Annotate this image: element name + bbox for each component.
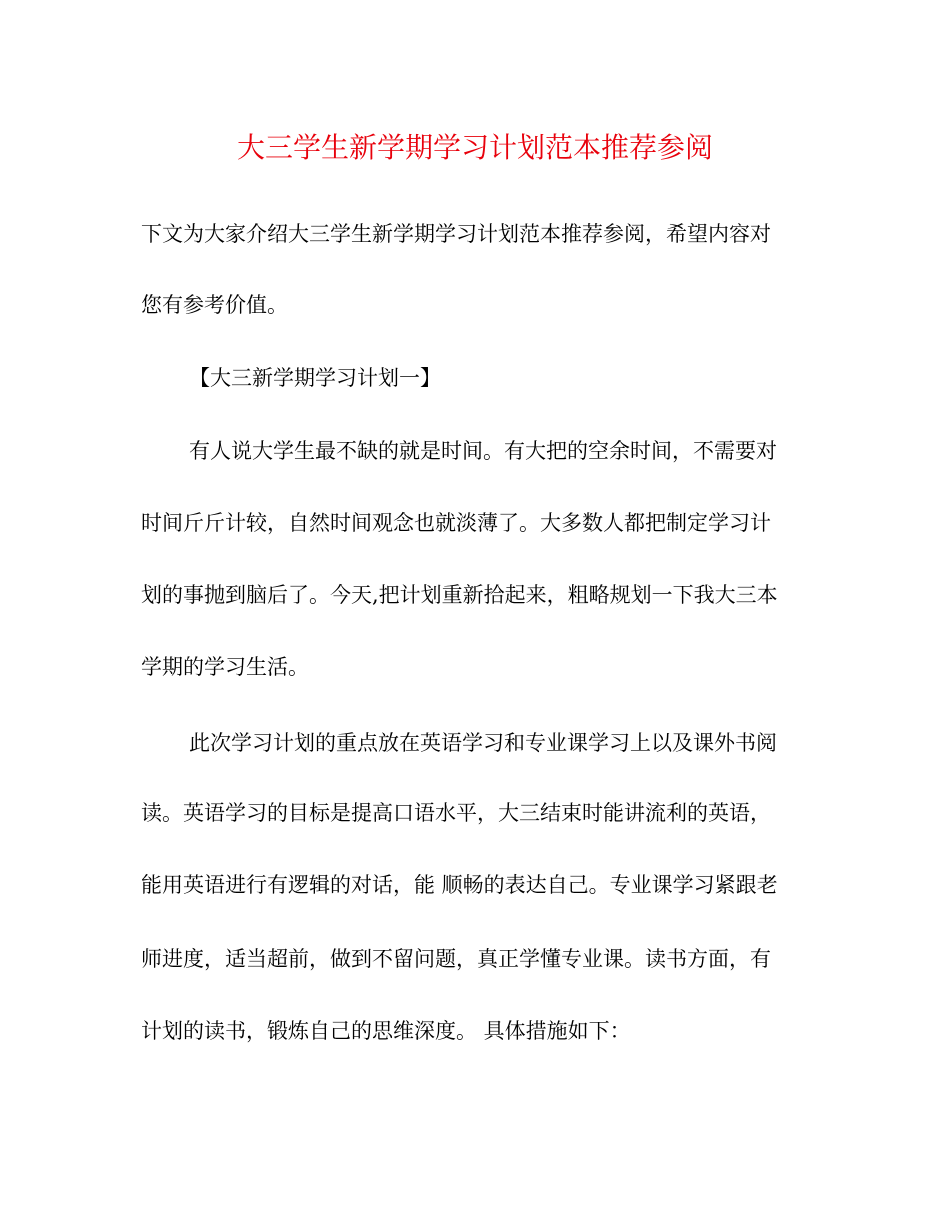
paragraph-1-line-1: 有人说大学生最不缺的就是时间。有大把的空余时间，不需要对 xyxy=(189,439,777,463)
section-heading: 【大三新学期学习计划一】 xyxy=(189,366,441,390)
paragraph-1-line-4: 学期的学习生活。 xyxy=(141,655,309,679)
document-title: 大三学生新学期学习计划范本推荐参阅 xyxy=(236,131,713,164)
paragraph-2-line-5: 计划的读书，锻炼自己的思维深度。 具体措施如下： xyxy=(141,1019,631,1043)
intro-line-1: 下文为大家介绍大三学生新学期学习计划范本推荐参阅，希望内容对 xyxy=(141,222,771,246)
paragraph-2-line-4: 师进度，适当超前，做到不留问题，真正学懂专业课。读书方面，有 xyxy=(141,947,771,971)
paragraph-1-line-2: 时间斤斤计较，自然时间观念也就淡薄了。大多数人都把制定学习计 xyxy=(141,511,771,535)
paragraph-1-line-3: 划的事抛到脑后了。今天,把计划重新拾起来，粗略规划一下我大三本 xyxy=(141,583,778,607)
paragraph-2-line-2: 读。英语学习的目标是提高口语水平，大三结束时能讲流利的英语， xyxy=(141,801,771,825)
paragraph-2-line-1: 此次学习计划的重点放在英语学习和专业课学习上以及课外书阅 xyxy=(189,731,777,755)
intro-line-2: 您有参考价值。 xyxy=(141,293,288,317)
paragraph-2-line-3: 能用英语进行有逻辑的对话，能 顺畅的表达自己。专业课学习紧跟老 xyxy=(141,873,778,897)
